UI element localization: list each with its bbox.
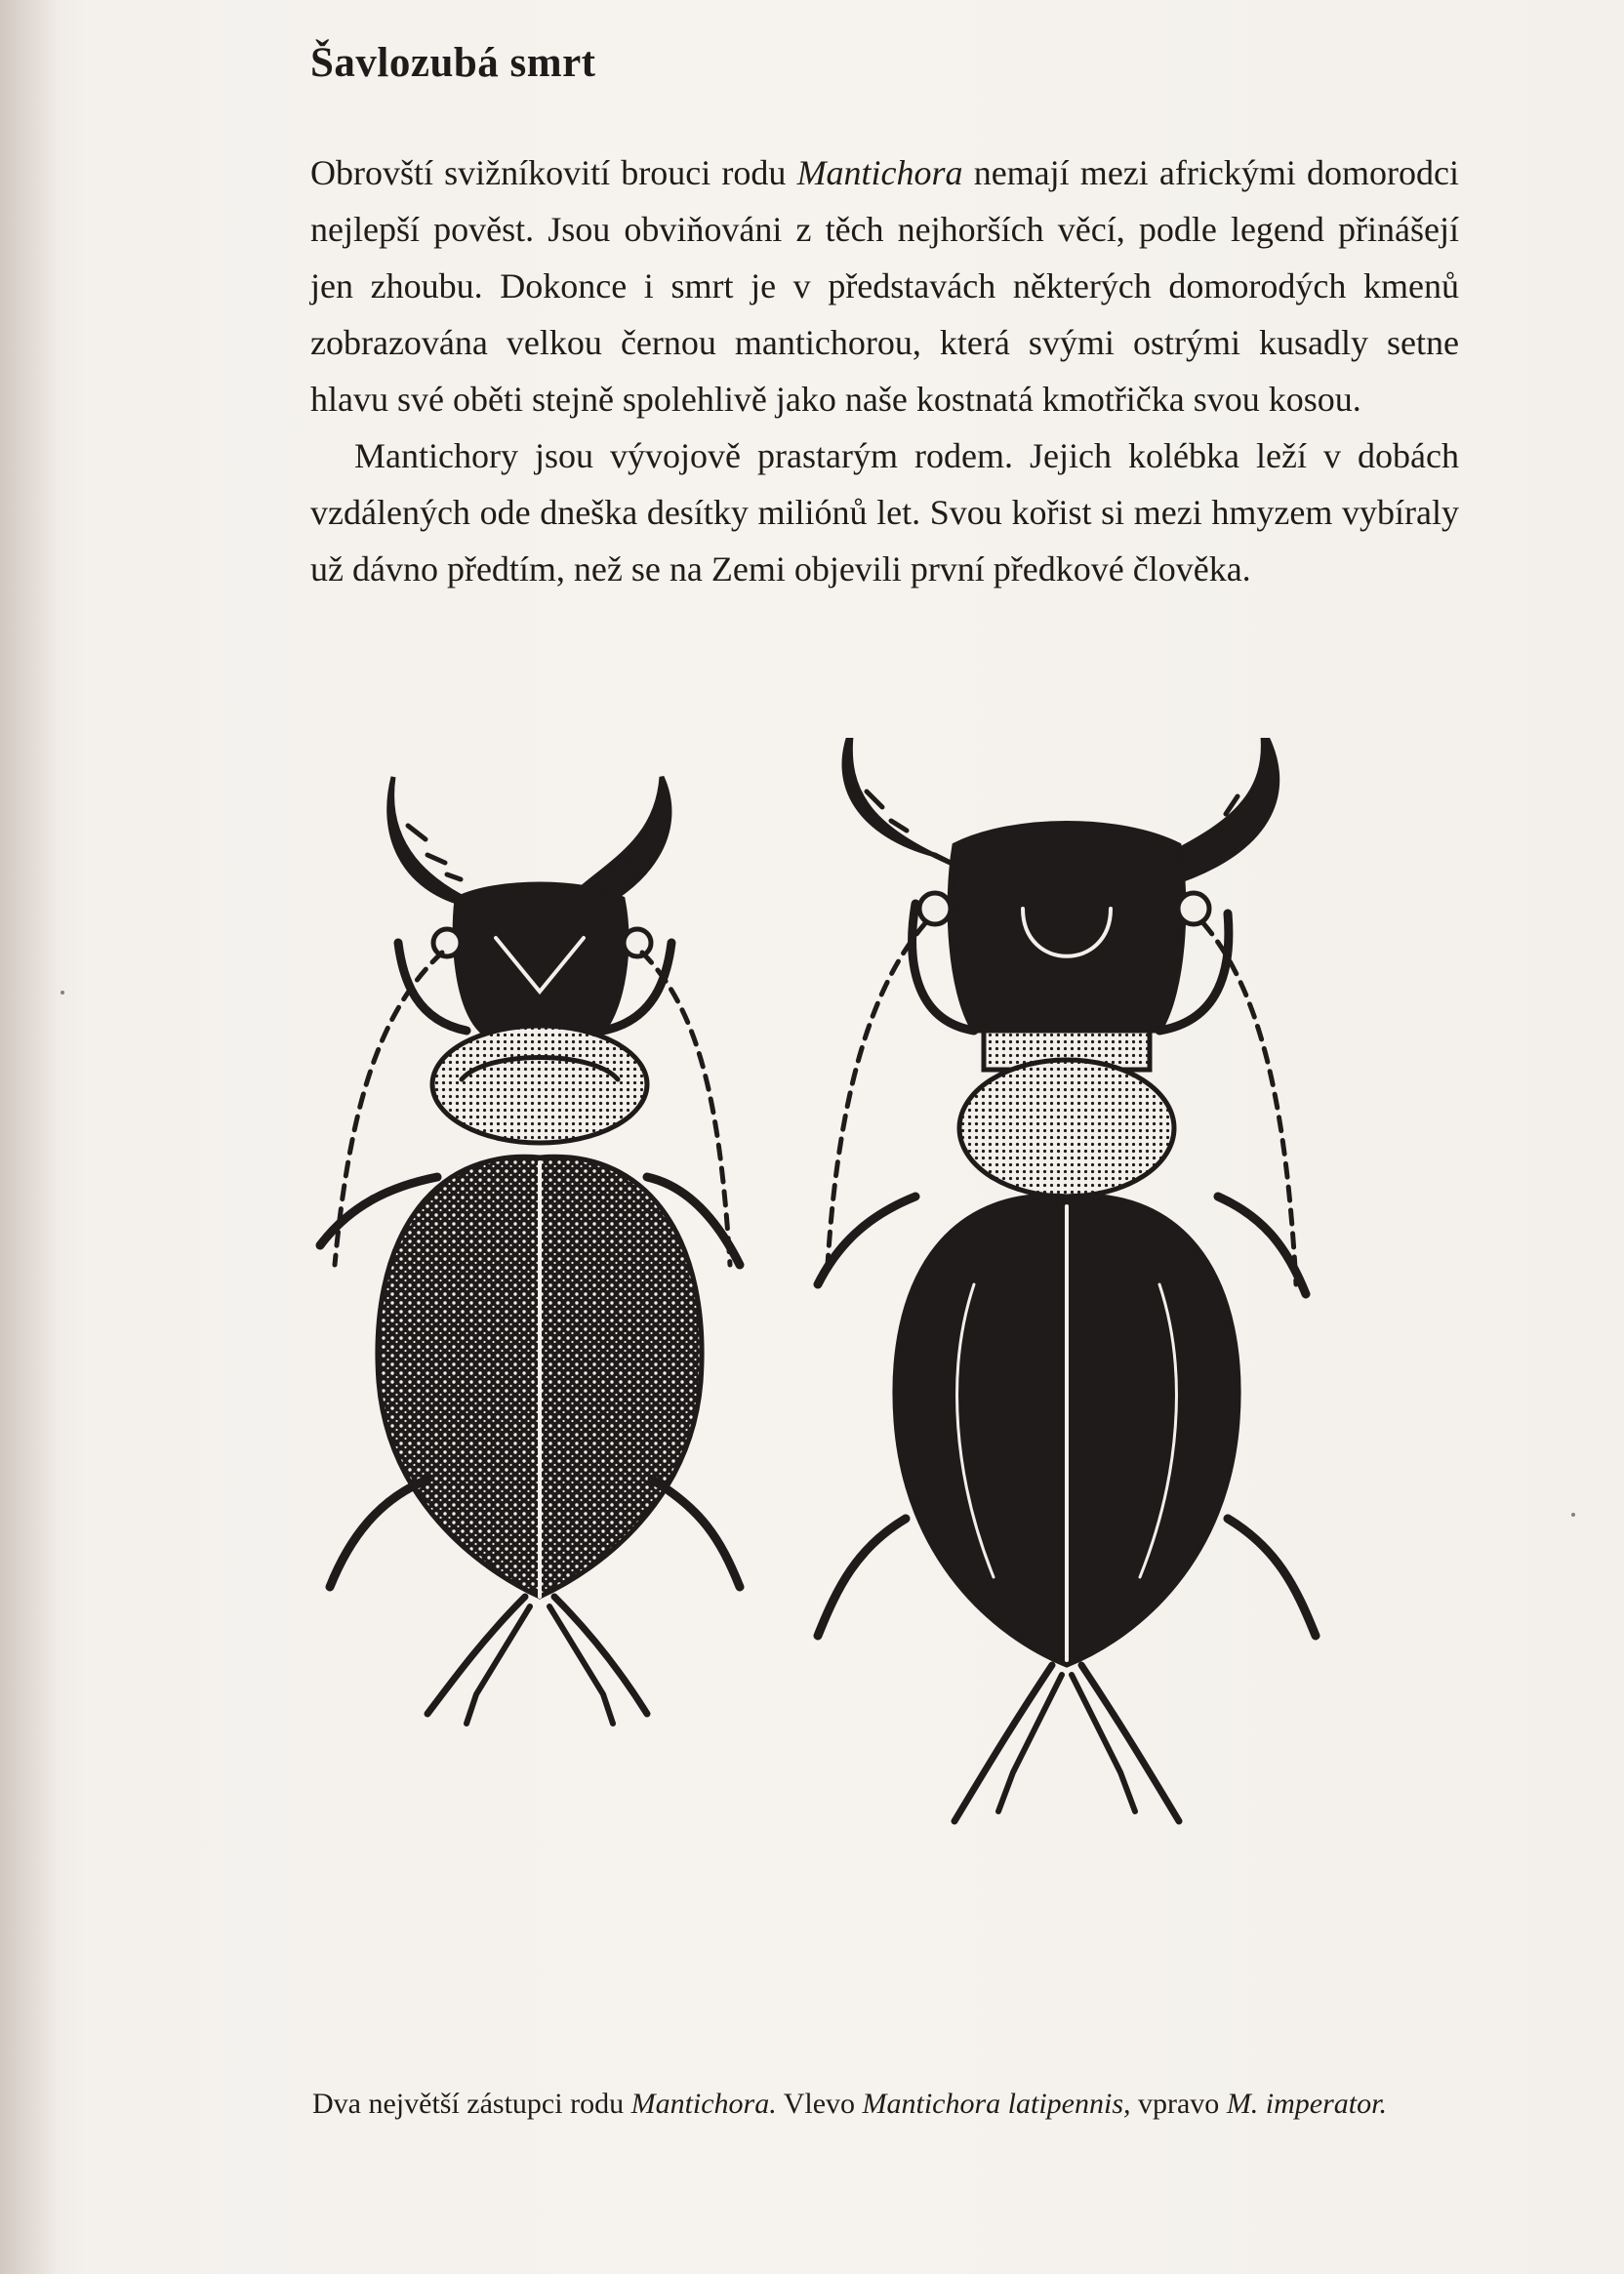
paragraph-2: Mantichory jsou vývojově prastarým rodem. Jejich kolébka leží v dobách vzdálených ode dneška desítky miliónů let. Svou kořist si mezi hmyzem vybíraly už dávno předtím, než se na Zemi objevili první předkové člověka. [310,436,1459,589]
body-text [310,144,1459,597]
caption-genus: Mantichora. [630,2088,777,2120]
figure-caption [312,2081,1459,2128]
beetle-left-mantichora-latipennis [320,777,740,1724]
paragraph-1 [310,144,1459,427]
chapter-title: Šavlozubá smrt [310,40,596,86]
beetle-right-mantichora-imperator [818,738,1316,1821]
paragraph-1-text-end: nemají mezi africkými domorodci nejlepší pověst. Jsou obviňováni z těch nejhorších věcí, podle legend přinášejí jen zhoubu. Dokonce i smrt je v představách některých domorodých kmenů zobrazována velkou černou mantichorou, která svými ostrými kusadly setne hlavu své oběti stejně spolehlivě jako naše kostnatá kmotřička svou kosou. [310,153,1459,419]
caption-text: vpravo [1130,2088,1227,2120]
paper-speck [1571,1513,1575,1517]
genus-name: Mantichora [796,153,963,192]
caption-species-left: Mantichora latipennis, [862,2088,1131,2120]
paper-speck [61,991,64,995]
caption-text: Vlevo [776,2088,863,2120]
gutter-shadow [0,0,59,2274]
caption-text: Dva největší zástupci rodu [312,2088,631,2120]
caption-species-right: M. imperator. [1226,2088,1387,2120]
beetle-illustration [310,738,1462,2036]
paragraph-1-text-start: Obrovští svižníkovití brouci rodu [310,153,797,192]
